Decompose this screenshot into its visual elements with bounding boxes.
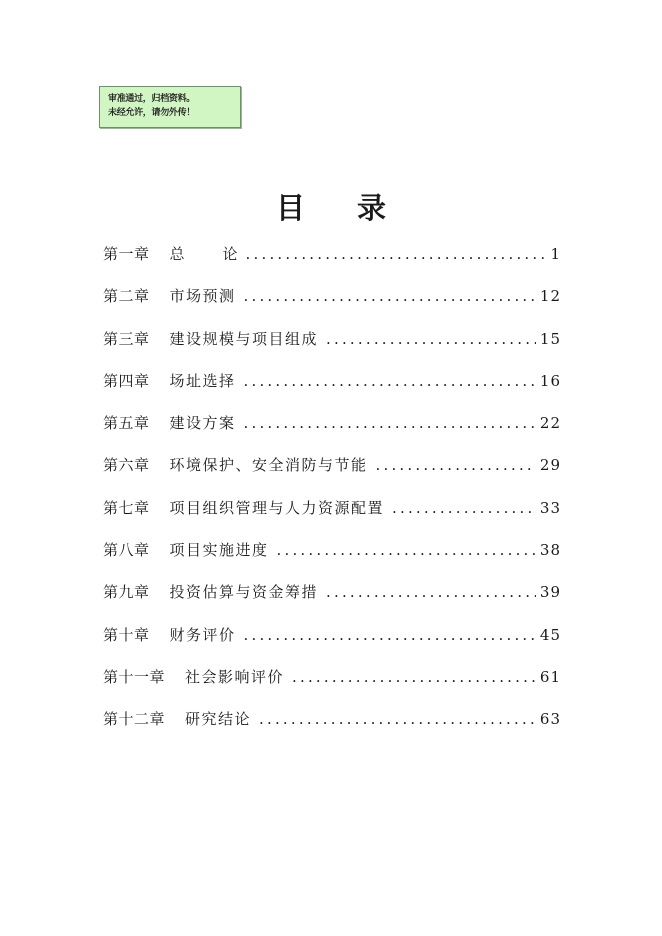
toc-entry-title: 项目实施进度 xyxy=(169,541,269,560)
toc-chapter: 第二章 xyxy=(103,287,150,306)
toc-entry[interactable] xyxy=(103,535,561,577)
toc-chapter: 第七章 xyxy=(103,498,150,517)
toc-entry-title: 环境保护、安全消防与节能 xyxy=(169,456,368,475)
toc-leader-dots xyxy=(244,281,536,311)
toc-leader-dots xyxy=(326,324,536,354)
toc-entry[interactable] xyxy=(103,239,561,281)
toc-page-number: 16 xyxy=(539,371,561,390)
toc-entry-title: 建设规模与项目组成 xyxy=(169,329,319,348)
toc-entry[interactable] xyxy=(103,493,561,535)
toc-entry[interactable] xyxy=(103,366,561,408)
toc-entry[interactable] xyxy=(103,281,561,323)
toc-chapter: 第六章 xyxy=(103,456,150,475)
toc-leader-dots xyxy=(244,408,536,438)
toc-entry[interactable] xyxy=(103,704,561,746)
toc-entry[interactable] xyxy=(103,324,561,366)
toc-chapter: 第三章 xyxy=(103,329,150,348)
toc-entry-title: 研究结论 xyxy=(185,710,252,729)
toc-leader-dots xyxy=(292,662,536,692)
toc-chapter: 第十章 xyxy=(103,625,150,644)
toc-page-number: 61 xyxy=(539,667,561,686)
toc-chapter: 第八章 xyxy=(103,541,150,560)
toc-title-part-1: 总 xyxy=(169,245,185,263)
table-of-contents xyxy=(103,239,561,747)
toc-title-char-1: 目 xyxy=(275,191,305,225)
toc-page-number: 15 xyxy=(539,329,561,348)
toc-entry-title: 财务评价 xyxy=(169,625,236,644)
toc-leader-dots xyxy=(259,704,536,734)
toc-entry-title xyxy=(170,239,238,269)
stamp-line-2: 未经允许，请勿外传！ xyxy=(108,108,196,118)
toc-entry[interactable] xyxy=(103,577,561,619)
toc-entry-title: 建设方案 xyxy=(169,414,236,433)
toc-page-number: 12 xyxy=(539,287,561,306)
toc-page-number: 1 xyxy=(550,245,561,263)
toc-entry-title: 社会影响评价 xyxy=(185,667,285,686)
toc-chapter: 第十一章 xyxy=(103,667,166,686)
toc-page-number: 22 xyxy=(539,414,561,433)
toc-leader-dots xyxy=(326,577,536,607)
toc-entry-title: 市场预测 xyxy=(169,287,236,306)
toc-chapter: 第一章 xyxy=(103,245,150,263)
toc-leader-dots xyxy=(277,535,536,565)
toc-title-char-2: 录 xyxy=(357,191,387,225)
toc-page-number: 39 xyxy=(539,583,561,602)
toc-entry-title: 投资估算与资金筹措 xyxy=(169,583,319,602)
toc-leader-dots xyxy=(244,366,536,396)
stamp-line-1: 审准通过，归档资料。 xyxy=(108,94,196,104)
toc-entry[interactable] xyxy=(103,450,561,492)
toc-page-number: 38 xyxy=(539,541,561,560)
toc-entry[interactable] xyxy=(103,620,561,662)
toc-chapter: 第十二章 xyxy=(103,710,166,729)
toc-page-number: 29 xyxy=(539,456,561,475)
toc-leader-dots xyxy=(246,239,547,269)
toc-leader-dots xyxy=(244,620,536,650)
toc-entry-title: 场址选择 xyxy=(169,371,236,390)
toc-chapter: 第四章 xyxy=(103,371,150,390)
toc-title xyxy=(0,190,662,226)
toc-leader-dots xyxy=(376,450,536,480)
approval-stamp xyxy=(99,86,241,128)
toc-leader-dots xyxy=(392,493,536,523)
toc-entry[interactable] xyxy=(103,662,561,704)
toc-title-part-2: 论 xyxy=(222,245,238,263)
toc-chapter: 第九章 xyxy=(103,583,150,602)
toc-page-number: 63 xyxy=(539,710,561,729)
toc-chapter: 第五章 xyxy=(103,414,150,433)
toc-entry-title: 项目组织管理与人力资源配置 xyxy=(169,498,385,517)
toc-entry[interactable] xyxy=(103,408,561,450)
toc-page-number: 45 xyxy=(539,625,561,644)
toc-page-number: 33 xyxy=(539,498,561,517)
